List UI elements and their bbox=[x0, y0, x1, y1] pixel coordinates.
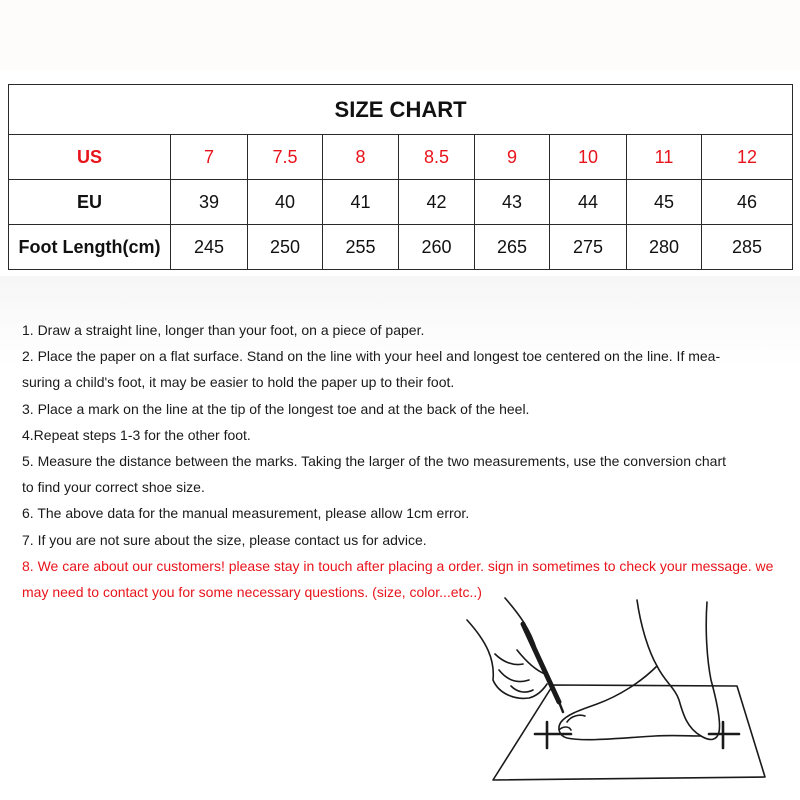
eu-size-cell: 39 bbox=[171, 180, 248, 225]
eu-size-row bbox=[9, 180, 793, 225]
foot-length-cell: 255 bbox=[323, 225, 399, 270]
instruction-step-2: 2. Place the paper on a flat surface. Stand on the line with your heel and longest toe centered on the line. If mea- bbox=[22, 348, 721, 365]
instruction-step-5: 5. Measure the distance between the marks. Taking the larger of the two measurements, use the conversion chart bbox=[22, 453, 727, 470]
instruction-step-7: 7. If you are not sure about the size, please contact us for advice. bbox=[22, 531, 427, 548]
us-size-cell: 8.5 bbox=[399, 135, 475, 180]
eu-size-cell: 46 bbox=[702, 180, 793, 225]
instruction-step-5-continued: to find your correct shoe size. bbox=[22, 479, 205, 496]
row-label-us: US bbox=[9, 135, 171, 180]
foot-length-cell: 265 bbox=[475, 225, 550, 270]
eu-size-cell: 41 bbox=[323, 180, 399, 225]
row-label-eu: EU bbox=[9, 180, 171, 225]
top-band bbox=[0, 0, 800, 70]
foot-length-cell: 260 bbox=[399, 225, 475, 270]
us-size-cell: 12 bbox=[702, 135, 793, 180]
foot-measuring-illustration bbox=[455, 590, 785, 790]
finger-outline bbox=[499, 670, 529, 682]
foot-length-cell: 285 bbox=[702, 225, 793, 270]
us-size-row bbox=[9, 135, 793, 180]
eu-size-cell: 45 bbox=[627, 180, 702, 225]
customer-note-continued: may need to contact you for some necessary questions. (size, color...etc..) bbox=[22, 584, 482, 601]
measuring-instructions bbox=[22, 317, 782, 605]
eu-size-cell: 42 bbox=[399, 180, 475, 225]
finger-outline bbox=[511, 686, 533, 692]
us-size-cell: 9 bbox=[475, 135, 550, 180]
foot-length-cell: 275 bbox=[550, 225, 627, 270]
eu-size-cell: 44 bbox=[550, 180, 627, 225]
us-size-cell: 7 bbox=[171, 135, 248, 180]
foot-length-row bbox=[9, 225, 793, 270]
row-label-foot-length: Foot Length(cm) bbox=[9, 225, 171, 270]
eu-size-cell: 40 bbox=[248, 180, 323, 225]
instruction-step-3: 3. Place a mark on the line at the tip of the longest toe and at the back of the heel. bbox=[22, 400, 530, 417]
instruction-step-6: 6. The above data for the manual measurement, please allow 1cm error. bbox=[22, 505, 470, 522]
finger-outline bbox=[495, 654, 523, 665]
us-size-cell: 10 bbox=[550, 135, 627, 180]
us-size-cell: 8 bbox=[323, 135, 399, 180]
foot-length-cell: 280 bbox=[627, 225, 702, 270]
title-row bbox=[9, 85, 793, 135]
us-size-cell: 11 bbox=[627, 135, 702, 180]
instruction-step-4: 4.Repeat steps 1-3 for the other foot. bbox=[22, 426, 251, 443]
us-size-cell: 7.5 bbox=[248, 135, 323, 180]
instruction-step-1: 1. Draw a straight line, longer than your foot, on a piece of paper. bbox=[22, 322, 425, 338]
foot-length-cell: 250 bbox=[248, 225, 323, 270]
instruction-step-2-continued: suring a child's foot, it may be easier to hold the paper up to their foot. bbox=[22, 374, 455, 391]
hand-outline bbox=[467, 620, 547, 698]
customer-note: 8. We care about our customers! please stay in touch after placing a order. sign in sometimes to check your message. we bbox=[22, 557, 774, 574]
chart-title: SIZE CHART bbox=[9, 85, 793, 135]
size-chart-table bbox=[8, 84, 793, 270]
foot-length-cell: 245 bbox=[171, 225, 248, 270]
eu-size-cell: 43 bbox=[475, 180, 550, 225]
